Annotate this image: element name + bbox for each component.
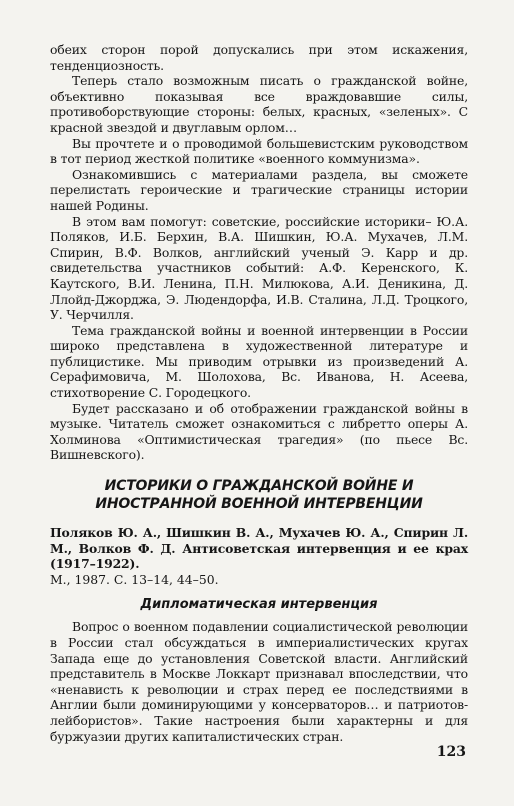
paragraph-intro-continued: обеих сторон порой допускались при этом искажения, тенденциозность. (50, 42, 468, 73)
citation-block (50, 525, 468, 587)
citation-publication: М., 1987. С. 13–14, 44–50. (50, 571, 219, 587)
paragraph-war-communism: Вы прочтете и о проводимой большевистским руководством в тот период жесткой политике «военного коммунизма». (50, 135, 468, 167)
paragraph-objective-writing: Теперь стало возможным писать о гражданской войне, объективно показывая все враждовавшие силы, противоборствующие стороны: белых, красных, «зеленых». С красной звездой и двуглавым орлом… (50, 73, 468, 135)
citation-authors-title: Поляков Ю. А., Шишкин В. А., Мухачев Ю. А., Спирин Л. М., Волков Ф. Д. Антисоветская интервенция и ее крах (1917–1922). (50, 525, 468, 572)
subheading: Дипломатическая интервенция (140, 597, 378, 613)
paragraph-history-pages: Ознакомившись с материалами раздела, вы сможете перелистать героические и трагические страницы истории нашей Родины. (50, 166, 468, 213)
book-page (50, 42, 468, 744)
paragraph-historians: В этом вам помогут: советские, российские историки– Ю.А. Поляков, И.Б. Берхин, В.А. Шишкин, Ю.А. Мухачев, Л.М. Спирин, В.Ф. Волков, английский ученый Э. Карр и др. свидетельства участников событий: А.Ф. Керенского, К. Каутского, В.И. Ленина, П.Н. Милюкова, А.И. Деникина, Д. Ллойд-Джорджа, Э. Людендорфа, И.В. Сталина, Л.Д. Троцкого, У. Черчилля. (50, 213, 468, 323)
section-title: ИСТОРИКИ О ГРАЖДАНСКОЙ ВОЙНЕ И ИНОСТРАННОЙ ВОЕННОЙ ИНТЕРВЕНЦИИ (95, 478, 423, 513)
page-number: 123 (436, 744, 466, 760)
paragraph-diplomatic-intervention: Вопрос о военном подавлении социалистической революции в России стал обсуждаться в империалистических кругах Запада еще до установления Советской власти. Английский представитель в Москве Локкарт признавал впоследствии, что «ненависть к революции и страх перед ее последствиями в Англии были доминирующими у консерваторов… и патриотов-лейбористов». Такие настроения были характерны и для буржуазии других капиталистических стран. (50, 619, 468, 744)
paragraph-music: Будет рассказано и об отображении гражданской войны в музыке. Читатель сможет ознакомиться с либретто оперы А. Холминова «Оптимистическая трагедия» (по пьесе Вс. Вишневского). (50, 400, 468, 463)
paragraph-literature: Тема гражданской войны и военной интервенции в России широко представлена в художественной литературе и публицистике. Мы приводим отрывки из произведений А. Серафимовича, М. Шолохова, Вс. Иванова, Н. Асеева, стихотворение С. Городецкого. (50, 322, 468, 401)
